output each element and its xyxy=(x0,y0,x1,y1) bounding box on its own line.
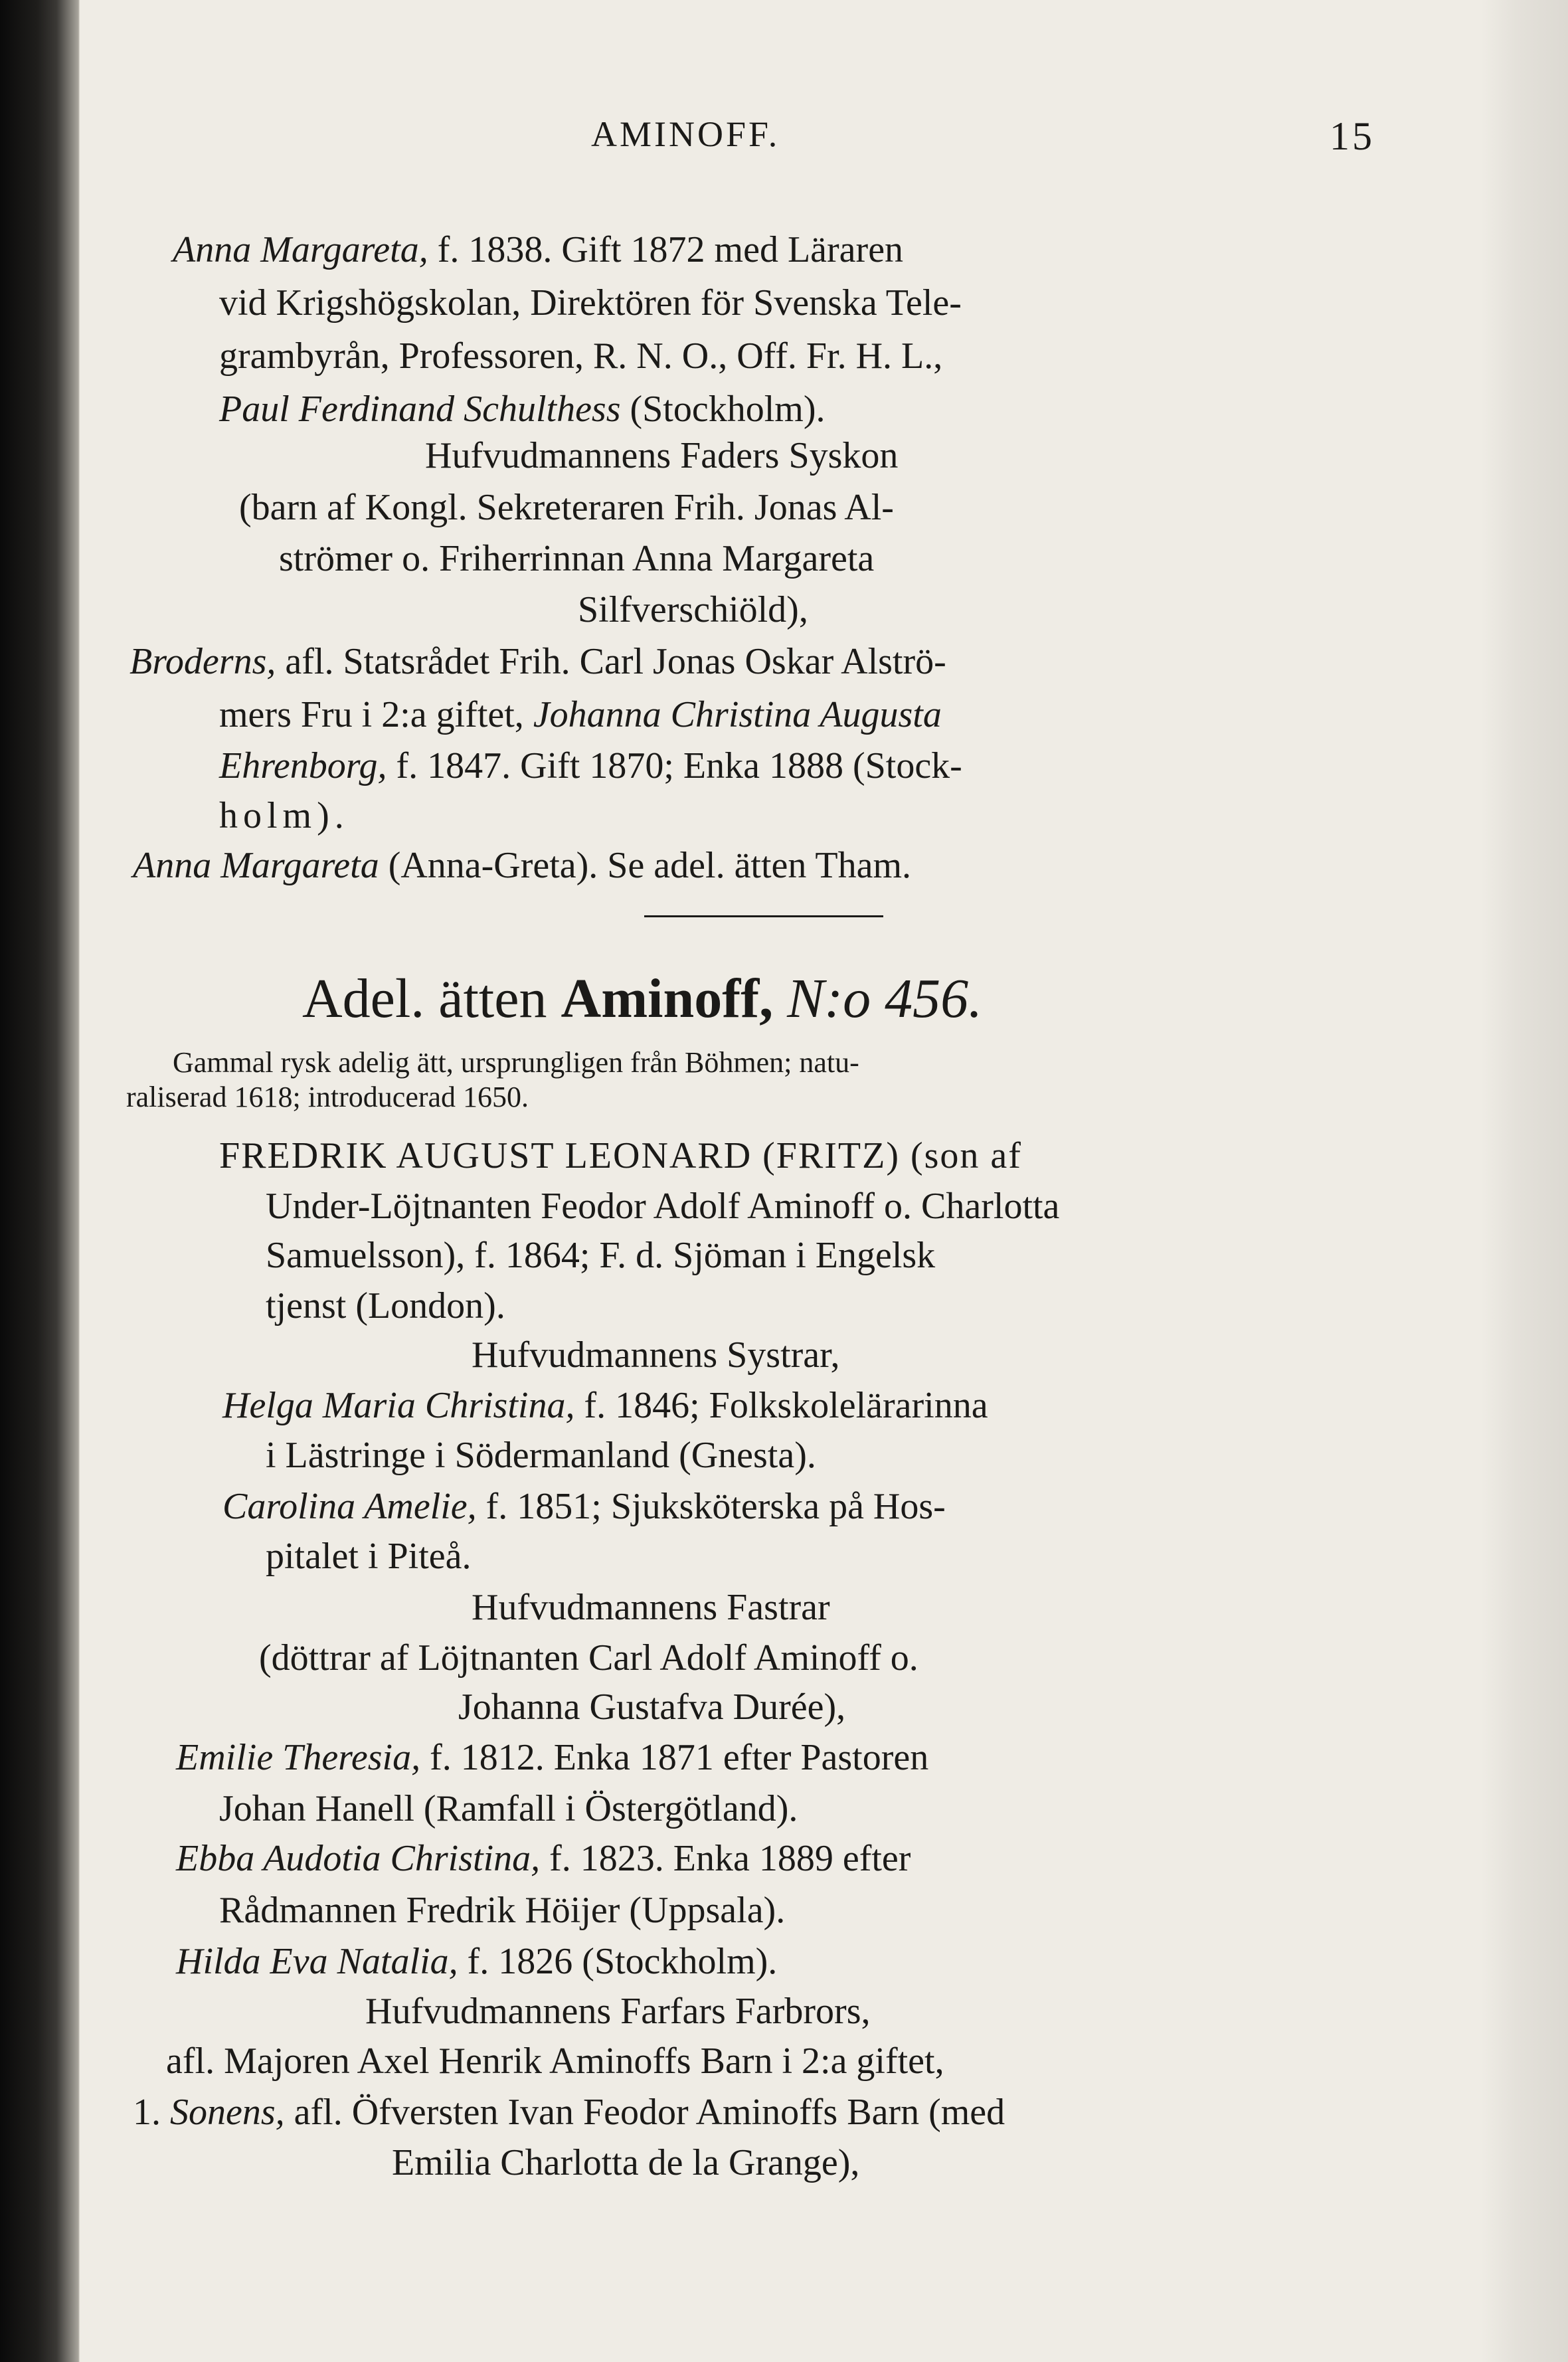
text-line: Ebba Audotia Christina, f. 1823. Enka 1889 efter xyxy=(176,1838,911,1879)
text-line: Anna Margareta (Anna-Greta). Se adel. ätten Tham. xyxy=(133,845,912,886)
text-line: 1. Sonens, afl. Öfversten Ivan Feodor Aminoffs Barn (med xyxy=(133,2092,1005,2133)
text-line: grambyrån, Professoren, R. N. O., Off. Fr. H. L., xyxy=(219,335,943,377)
text-line: Helga Maria Christina, f. 1846; Folkskolelärarinna xyxy=(222,1385,988,1426)
text-line: afl. Majoren Axel Henrik Aminoffs Barn i 2:a giftet, xyxy=(166,2041,944,2082)
intro-line: raliserad 1618; introducerad 1650. xyxy=(126,1081,529,1113)
intro-line: Gammal rysk adelig ätt, ursprungligen från Böhmen; natu- xyxy=(173,1046,859,1079)
text-line: (barn af Kongl. Sekreteraren Frih. Jonas Al- xyxy=(239,487,894,528)
page-number: 15 xyxy=(1330,114,1375,158)
running-header xyxy=(591,116,1375,163)
text-line: vid Krigshögskolan, Direktören för Svenska Tele- xyxy=(219,282,962,323)
text-line: Emilia Charlotta de la Grange), xyxy=(392,2142,860,2183)
text-line: tjenst (London). xyxy=(266,1285,505,1326)
text-line: Hufvudmannens Fastrar xyxy=(472,1587,830,1628)
text-line: Silfverschiöld), xyxy=(578,589,808,630)
section-heading: Adel. ätten Aminoff, N:o 456. xyxy=(302,968,983,1030)
text-line: Broderns, afl. Statsrådet Frih. Carl Jonas Oskar Alströ- xyxy=(130,641,946,682)
text-line: pitalet i Piteå. xyxy=(266,1536,472,1577)
text-line: Anna Margareta, f. 1838. Gift 1872 med Läraren xyxy=(173,229,904,270)
text-line: Johanna Gustafva Durée), xyxy=(458,1686,846,1728)
text-line: i Lästringe i Södermanland (Gnesta). xyxy=(266,1435,816,1476)
header-title: AMINOFF. xyxy=(591,114,780,154)
text-line: Hufvudmannens Systrar, xyxy=(472,1334,840,1376)
text-line: Hilda Eva Natalia, f. 1826 (Stockholm). xyxy=(176,1941,778,1982)
text-line: Hufvudmannens Farfars Farbrors, xyxy=(365,1991,871,2032)
text-line: Emilie Theresia, f. 1812. Enka 1871 efter Pastoren xyxy=(176,1737,929,1778)
text-line: Carolina Amelie, f. 1851; Sjuksköterska på Hos- xyxy=(222,1486,946,1527)
text-line: Samuelsson), f. 1864; F. d. Sjöman i Engelsk xyxy=(266,1235,936,1276)
text-line: mers Fru i 2:a giftet, Johanna Christina Augusta xyxy=(219,694,942,735)
text-line: Hufvudmannens Faders Syskon xyxy=(425,435,899,476)
document-page xyxy=(100,0,1481,2362)
text-line: (döttrar af Löjtnanten Carl Adolf Aminoff o. xyxy=(259,1637,918,1679)
text-line: FREDRIK AUGUST LEONARD (FRITZ) (son af xyxy=(219,1135,1022,1176)
text-line: holm). xyxy=(219,795,349,836)
text-line: Ehrenborg, f. 1847. Gift 1870; Enka 1888 (Stock- xyxy=(219,745,962,786)
text-line: Johan Hanell (Ramfall i Östergötland). xyxy=(219,1788,798,1829)
text-line: strömer o. Friherrinnan Anna Margareta xyxy=(279,538,875,579)
facing-page-bleed xyxy=(1481,0,1568,2362)
text-line: Rådmannen Fredrik Höijer (Uppsala). xyxy=(219,1890,786,1931)
book-binding-edge xyxy=(0,0,80,2362)
text-line: Paul Ferdinand Schulthess (Stockholm). xyxy=(219,389,826,430)
section-divider xyxy=(644,915,883,917)
text-line: Under-Löjtnanten Feodor Adolf Aminoff o. Charlotta xyxy=(266,1186,1060,1227)
